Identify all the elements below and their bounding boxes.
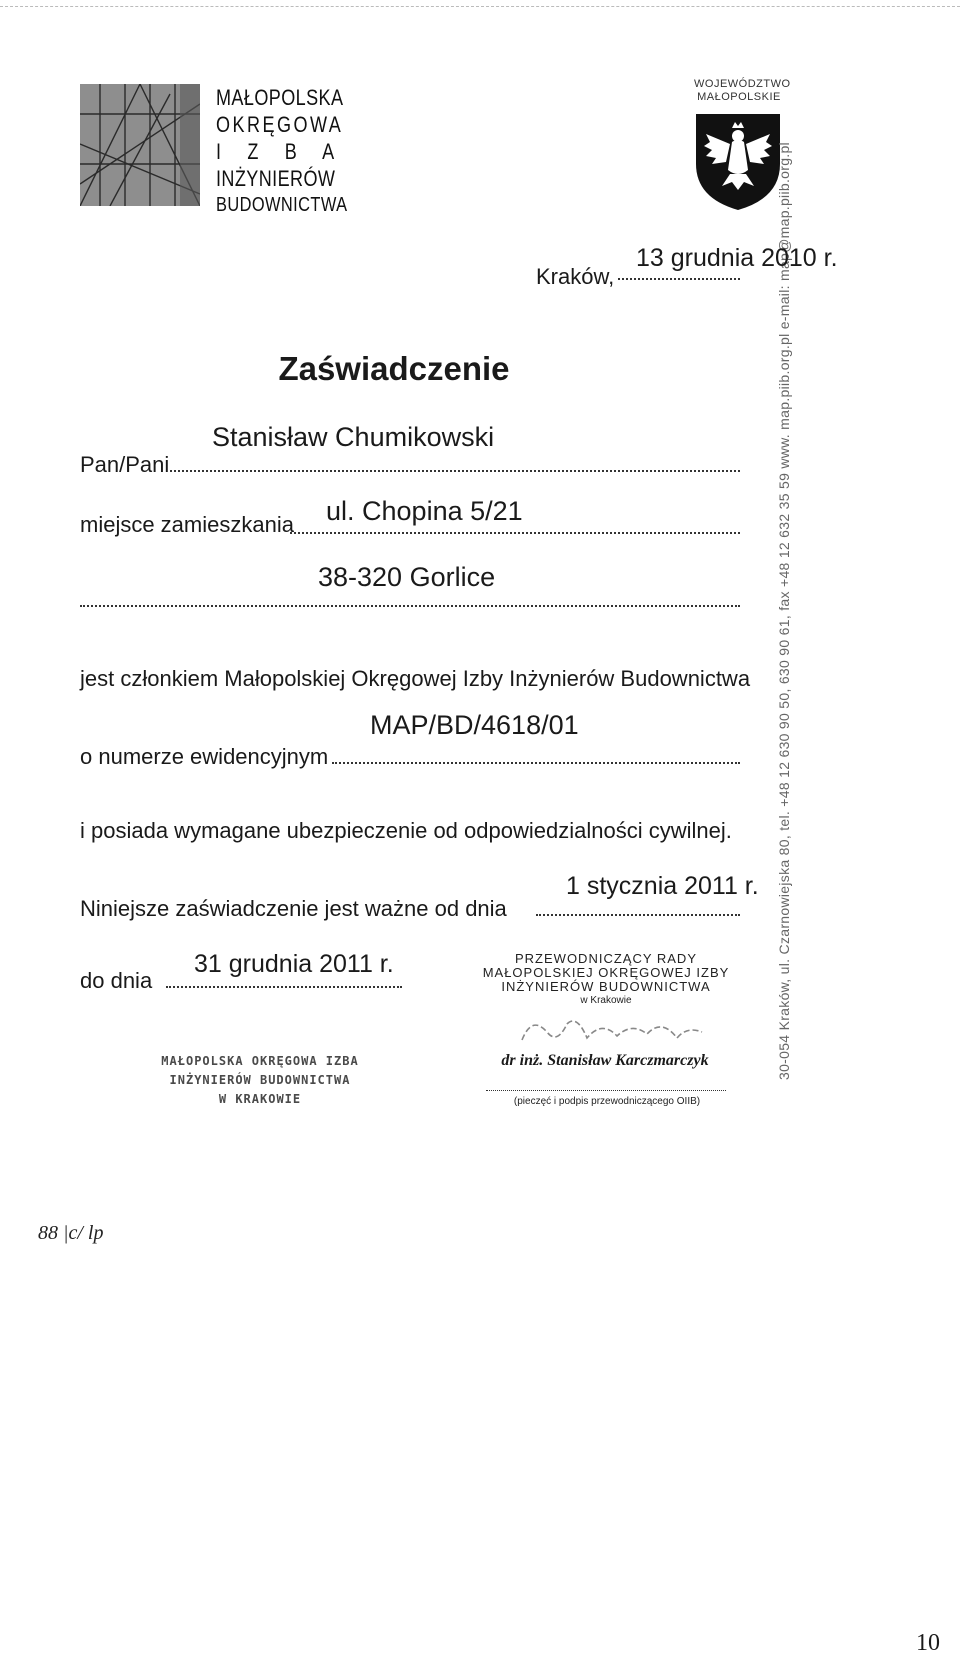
valid-from-label: Niniejsze zaświadczenie jest ważne od dnia [80,896,507,921]
stamp-left-line-1: MAŁOPOLSKA OKRĘGOWA IZBA [161,1054,359,1068]
membership-text: jest członkiem Małopolskiej Okręgowej Izby Inżynierów Budownictwa [80,666,751,691]
document-title [0,350,960,388]
handwritten-signature [452,1010,752,1050]
address-dotted-line-1 [290,532,740,534]
stamp-left-line-3: W KRAKOWIE [218,1092,302,1106]
contact-sidebar: 30-054 Kraków, ul. Czarnowiejska 80, tel. +48 12 630 90 50, 630 90 61, fax +48 12 632 35 59 www. map.piib.org.pl e-mail: map@map.piib.org.pl [776,142,792,1080]
registration-number: MAP/BD/4618/01 [370,710,579,740]
address-label: miejsce zamieszkania [80,512,294,537]
seal-dotted-line [486,1090,726,1091]
address-dotted-line-2 [80,605,740,607]
seal-caption: (pieczęć i podpis przewodniczącego OIIB) [513,1096,701,1107]
valid-from-dotted-line [536,914,740,916]
logo-graphic [80,84,200,206]
chamber-name-line-4: INŻYNIERÓW [216,166,336,191]
chamber-name [216,84,347,219]
signer-name: dr inż. Stanisław Karczmarczyk [501,1052,709,1069]
date-city: Kraków, [536,264,615,289]
stamp-right-line-3: INŻYNIERÓW BUDOWNICTWA [501,979,711,994]
chamber-name-line-2: OKRĘGOWA [216,112,344,137]
registration-dotted-line [332,762,740,764]
chamber-name-line-1: MAŁOPOLSKA [216,85,344,110]
stamp-left-line-2: INŻYNIERÓW BUDOWNICTWA [169,1073,351,1087]
valid-to-dotted-line [166,986,402,988]
chamber-logo [80,84,200,206]
registration-label: o numerze ewidencyjnym [80,744,329,769]
chamber-name-line-3: I Z B A [216,139,345,164]
name-value: Stanisław Chumikowski [212,422,495,452]
document-title-text: Zaświadczenie [278,350,510,387]
chairman-stamp [456,952,756,1008]
chamber-name-line-5: BUDOWNICTWA [216,194,348,216]
valid-to-label: do dnia [80,968,153,993]
scan-edge-line [0,6,960,9]
date-dotted-line [618,278,740,280]
name-dotted-line [170,470,740,472]
voivodeship-line-1: WOJEWÓDZTWO [694,78,791,90]
name-label: Pan/Pani [80,452,170,477]
handwritten-note: 88 |c/ lp [38,1222,104,1244]
stamp-right-line-2: MAŁOPOLSKIEJ OKRĘGOWEJ IZBY [482,965,730,980]
address-line-1: ul. Chopina 5/21 [326,496,523,526]
address-line-2: 38-320 Gorlice [318,562,496,592]
issue-date: 13 grudnia 2010 r. [636,244,838,272]
insurance-text: i posiada wymagane ubezpieczenie od odpowiedzialności cywilnej. [80,818,732,843]
voivodeship-label [694,78,791,104]
chamber-stamp [150,1052,370,1109]
page-number: 10 [916,1630,940,1656]
valid-to-date: 31 grudnia 2011 r. [194,950,394,978]
stamp-right-line-4: w Krakowie [580,995,632,1006]
stamp-right-line-1: PRZEWODNICZĄCY RADY [515,951,697,966]
valid-from-date: 1 stycznia 2011 r. [566,872,759,900]
voivodeship-line-2: MAŁOPOLSKIE [697,91,781,103]
eagle-crest-icon [692,112,784,212]
